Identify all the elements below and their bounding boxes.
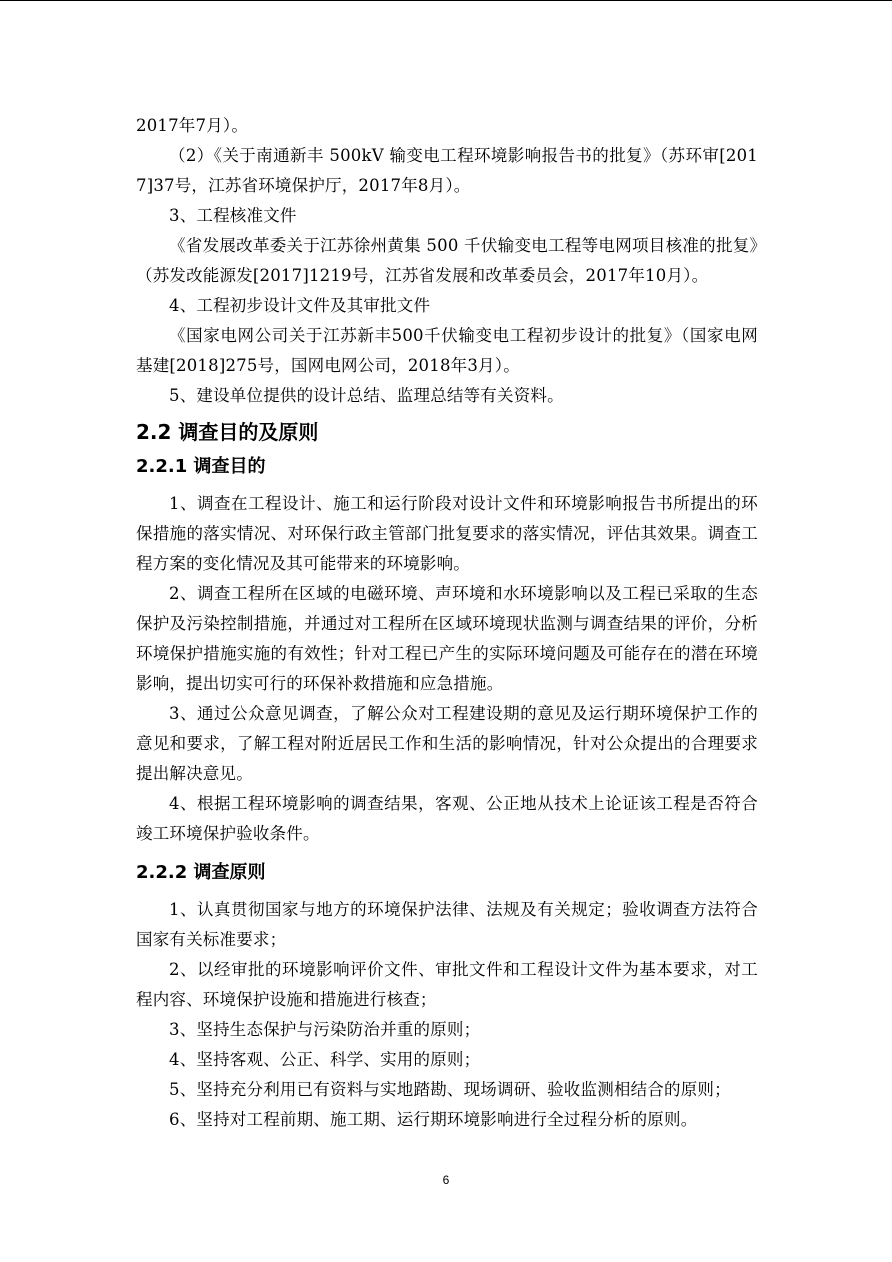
paragraph-reply-nantong: （2）《关于南通新丰 500kV 输变电工程环境影响报告书的批复》（苏环审[2017]37号，江苏省环境保护厅，2017年8月）。 [136, 146, 758, 195]
purpose-item-3: 3、通过公众意见调查，了解公众对工程建设期的意见及运行期环境保护工作的意见和要求，了解工程对附近居民工作和生活的影响情况，针对公众提出的合理要求提出解决意见。 [136, 704, 758, 783]
paragraph-design-heading: 4、工程初步设计文件及其审批文件 [169, 296, 431, 315]
principle-item-5: 5、坚持充分利用已有资料与实地踏勘、现场调研、验收监测相结合的原则； [169, 1080, 731, 1099]
paragraph-date-continuation: 2017年7月）。 [136, 116, 249, 135]
principle-item-4: 4、坚持客观、公正、科学、实用的原则； [169, 1050, 481, 1069]
principle-item-1: 1、认真贯彻国家与地方的环境保护法律、法规及有关规定；验收调查方法符合国家有关标准要求； [136, 900, 758, 949]
section-heading-2-2-1: 2.2.1 调查目的 [136, 456, 266, 477]
principle-item-2: 2、以经审批的环境影响评价文件、审批文件和工程设计文件为基本要求，对工程内容、环境保护设施和措施进行核查； [136, 960, 758, 1009]
paragraph-design-doc: 《国家电网公司关于江苏新丰500千伏输变电工程初步设计的批复》（国家电网基建[2018]275号，国网电网公司，2018年3月）。 [136, 326, 758, 375]
purpose-item-1: 1、调查在工程设计、施工和运行阶段对设计文件和环境影响报告书所提出的环保措施的落实情况、对环保行政主管部门批复要求的落实情况，评估其效果。调查工程方案的变化情况及其可能带来的环境影响。 [136, 494, 758, 573]
paragraph-construction-materials: 5、建设单位提供的设计总结、监理总结等有关资料。 [169, 386, 564, 405]
section-heading-2-2: 2.2 调查目的及原则 [136, 420, 319, 444]
principle-item-6: 6、坚持对工程前期、施工期、运行期环境影响进行全过程分析的原则。 [169, 1110, 698, 1129]
purpose-item-2: 2、调查工程所在区域的电磁环境、声环境和水环境影响以及工程已采取的生态保护及污染控制措施，并通过对工程所在区域环境现状监测与调查结果的评价，分析环境保护措施实施的有效性；针对工程已产生的实际环境问题及可能存在的潜在环境影响，提出切实可行的环保补救措施和应急措施。 [136, 584, 758, 693]
purpose-item-4: 4、根据工程环境影响的调查结果，客观、公正地从技术上论证该工程是否符合竣工环境保护验收条件。 [136, 794, 758, 843]
paragraph-approval-doc: 《省发展改革委关于江苏徐州黄集 500 千伏输变电工程等电网项目核准的批复》（苏发改能源发[2017]1219号，江苏省发展和改革委员会，2017年10月）。 [136, 236, 758, 285]
page-content [136, 111, 758, 1135]
paragraph-approval-heading: 3、工程核准文件 [169, 206, 297, 225]
section-heading-2-2-2: 2.2.2 调查原则 [136, 862, 266, 883]
principle-item-3: 3、坚持生态保护与污染防治并重的原则； [169, 1020, 481, 1039]
page-number: 6 [442, 1173, 450, 1187]
